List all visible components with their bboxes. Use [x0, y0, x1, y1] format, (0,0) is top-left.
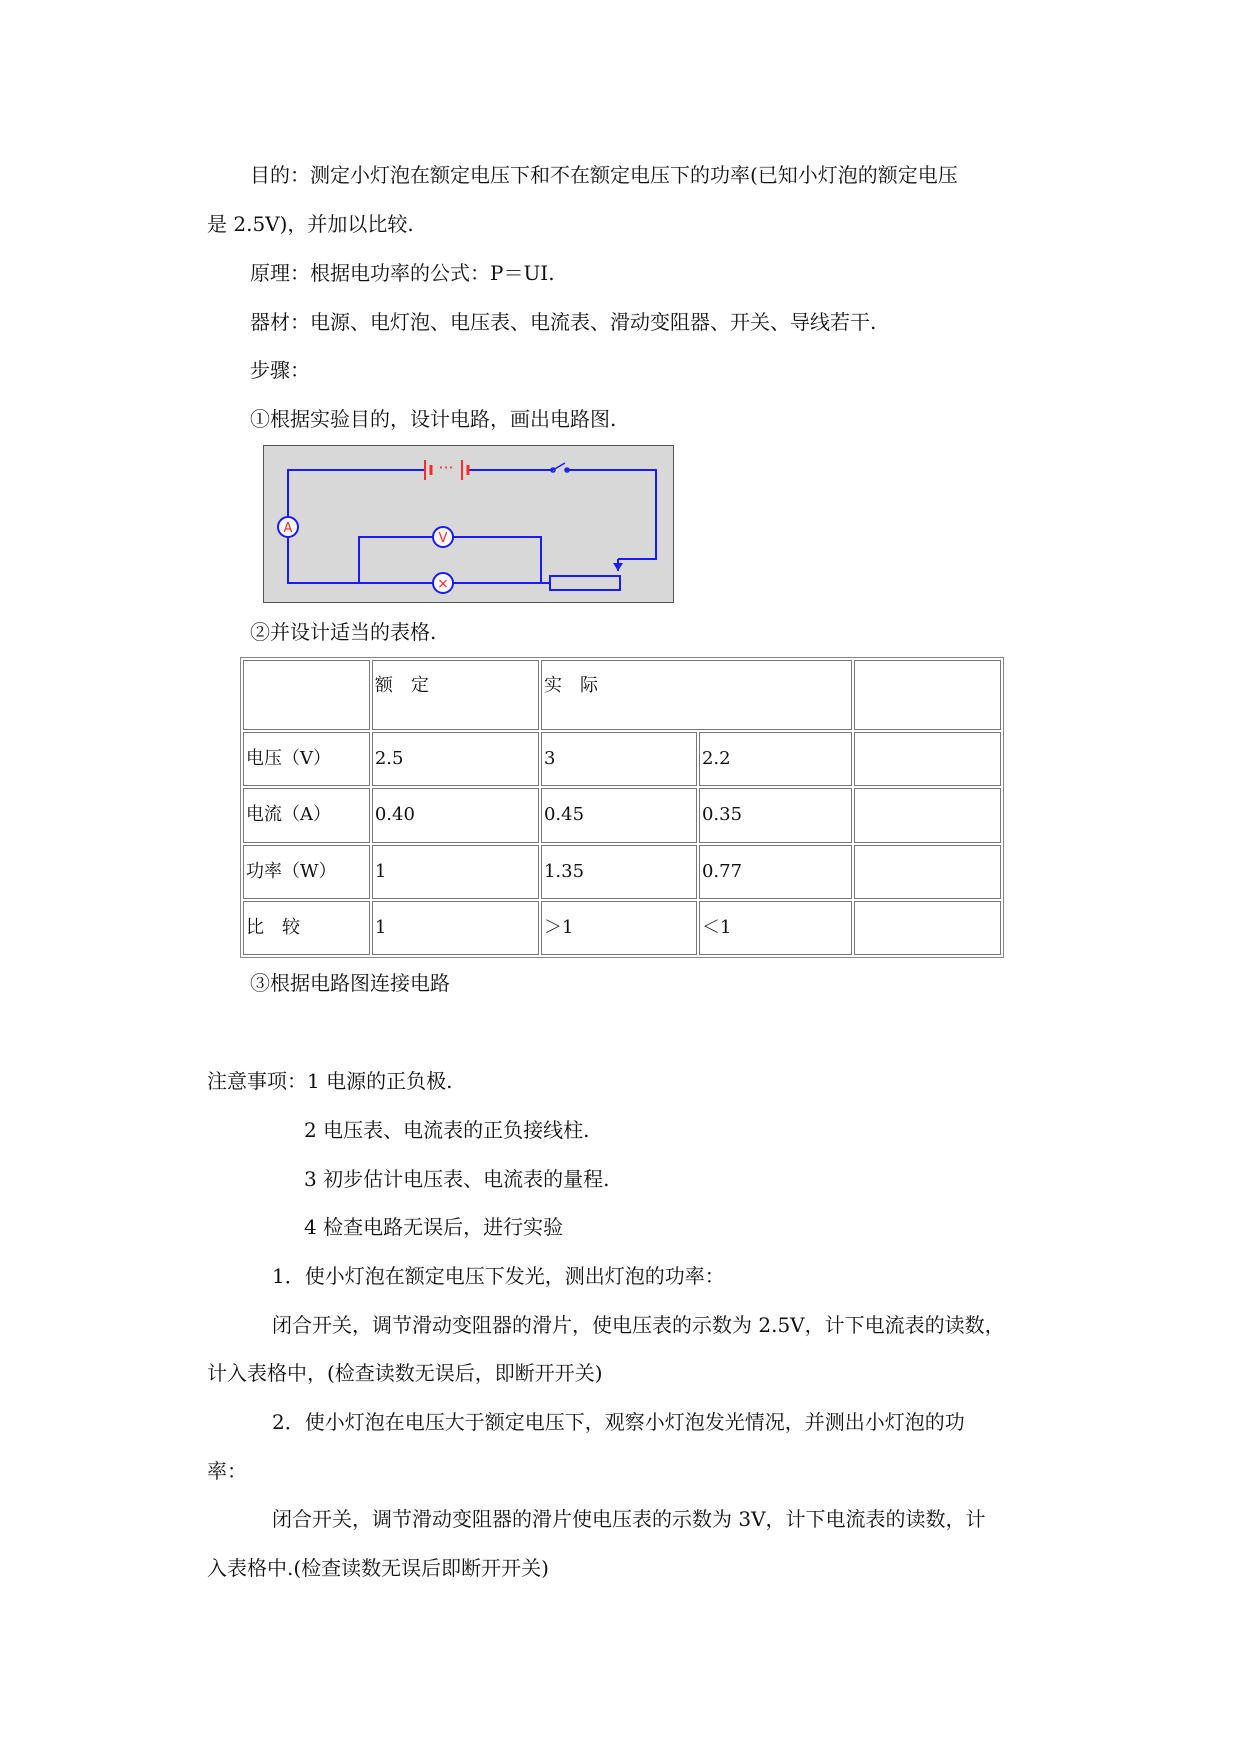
battery-dots: ···: [438, 458, 454, 477]
procedure-1-line-2: 计入表格中，(检查读数无误后，即断开开关): [207, 1361, 603, 1385]
table-row: [243, 845, 1001, 899]
table-cell: 0.40: [372, 788, 539, 842]
table-cell: ＞1: [541, 901, 697, 955]
principle-line: 原理：根据电功率的公式：P＝UI.: [250, 261, 555, 285]
table-cell: 0.77: [699, 845, 852, 899]
lamp-symbol: ×: [437, 576, 449, 592]
purpose-line-1: 目的：测定小灯泡在额定电压下和不在额定电压下的功率(已知小灯泡的额定电压: [250, 163, 958, 187]
table-row: [243, 732, 1001, 786]
table-cell: 0.35: [699, 788, 852, 842]
data-table: [240, 657, 1004, 958]
table-row: [243, 901, 1001, 955]
note-4: 4 检查电路无误后，进行实验: [304, 1215, 564, 1239]
note-2: 2 电压表、电流表的正负接线柱.: [304, 1118, 590, 1142]
note-3: 3 初步估计电压表、电流表的量程.: [304, 1167, 610, 1191]
table-header-cell: [243, 660, 370, 730]
table-header-cell: 实 际: [541, 660, 852, 730]
table-cell: 2.2: [699, 732, 852, 786]
table-cell: [854, 732, 1001, 786]
step-1: ①根据实验目的，设计电路，画出电路图.: [250, 407, 617, 431]
procedure-2-title-2: 率：: [207, 1459, 247, 1483]
procedure-2-line-2: 入表格中.(检查读数无误后即断开开关): [207, 1556, 549, 1580]
step-2: ②并设计适当的表格.: [250, 620, 437, 644]
procedure-2-line-1: 闭合开关，调节滑动变阻器的滑片使电压表的示数为 3V，计下电流表的读数，计: [272, 1507, 986, 1531]
equipment-line: 器材：电源、电灯泡、电压表、电流表、滑动变阻器、开关、导线若干.: [250, 310, 877, 334]
purpose-line-2: 是 2.5V)，并加以比较.: [207, 212, 414, 236]
voltmeter-label: V: [438, 531, 448, 546]
table-cell: 1.35: [541, 845, 697, 899]
table-cell: 1: [372, 901, 539, 955]
ammeter-label: A: [283, 521, 293, 536]
table-cell: [854, 901, 1001, 955]
table-header-cell: [854, 660, 1001, 730]
table-cell: 3: [541, 732, 697, 786]
table-cell: 电流（A）: [243, 788, 370, 842]
procedure-1-title: 1．使小灯泡在额定电压下发光，测出灯泡的功率：: [272, 1264, 725, 1288]
table-row: [243, 788, 1001, 842]
table-cell: 1: [372, 845, 539, 899]
table-cell: 比 较: [243, 901, 370, 955]
notes-title: 注意事项：1 电源的正负极.: [207, 1069, 453, 1093]
steps-label: 步骤：: [250, 358, 310, 382]
table-cell: [854, 845, 1001, 899]
table-cell: 电压（V）: [243, 732, 370, 786]
table-header-row: [243, 660, 1001, 730]
table-cell: 2.5: [372, 732, 539, 786]
procedure-2-title-1: 2．使小灯泡在电压大于额定电压下，观察小灯泡发光情况，并测出小灯泡的功: [272, 1410, 965, 1434]
table-cell: ＜1: [699, 901, 852, 955]
circuit-diagram: [263, 445, 674, 603]
table-header-cell: 额 定: [372, 660, 539, 730]
step-3: ③根据电路图连接电路: [250, 971, 450, 995]
table-cell: [854, 788, 1001, 842]
table-cell: 功率（W）: [243, 845, 370, 899]
procedure-1-line-1: 闭合开关，调节滑动变阻器的滑片，使电压表的示数为 2.5V，计下电流表的读数，: [272, 1313, 1005, 1337]
table-cell: 0.45: [541, 788, 697, 842]
